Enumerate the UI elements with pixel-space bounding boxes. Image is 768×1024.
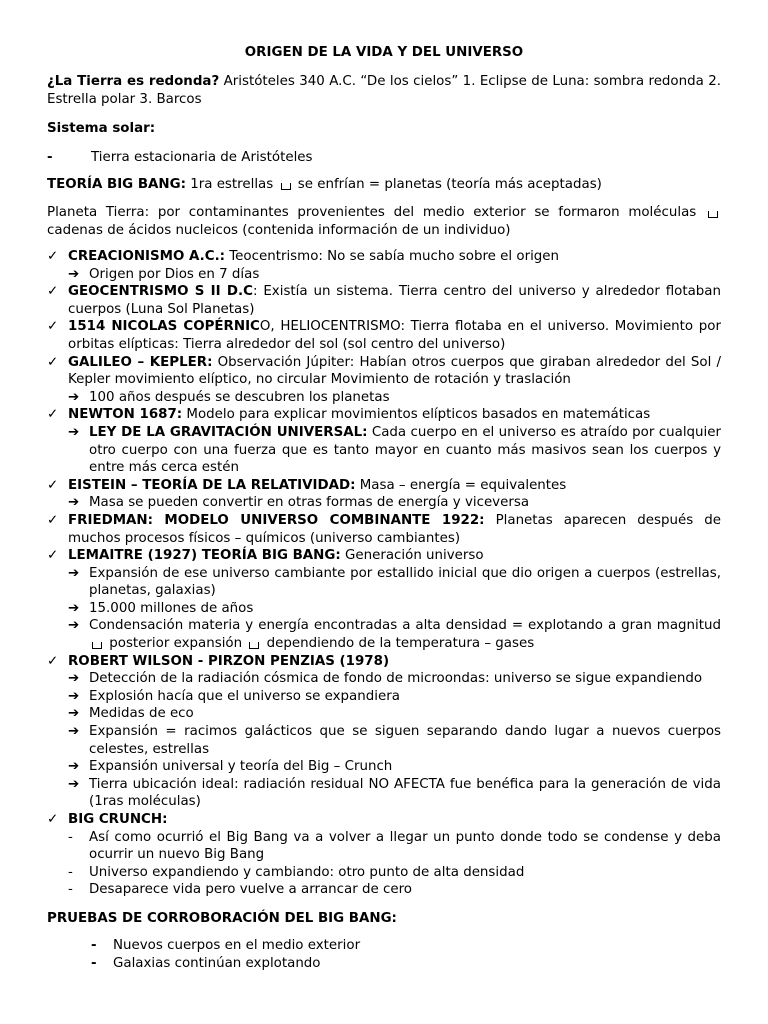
list-item: ✓ EISTEIN – TEORÍA DE LA RELATIVIDAD: Masa – energía = equivalentes <box>47 477 567 493</box>
list-item: - Galaxias continúan explotando <box>91 955 321 971</box>
sub-item: ➔ 15.000 millones de años <box>68 600 254 616</box>
intro-paragraph <box>47 73 721 108</box>
arrow-icon: ➔ <box>68 671 80 687</box>
arrow-icon: ➔ <box>68 688 80 704</box>
arrow-icon: ➔ <box>68 424 80 440</box>
arrow-icon: ➔ <box>68 495 80 511</box>
dash-bullet: - <box>47 150 53 165</box>
solar-heading: Sistema solar: <box>47 121 156 136</box>
sub-item: - Así como ocurrió el Big Bang va a volver a llegar un punto donde todo se condense y deba ocurrir un nuevo Big Bang <box>68 829 721 863</box>
check-icon: ✓ <box>47 284 59 300</box>
list-item: ✓ GEOCENTRISMO S II D.C: Existía un sistema. Tierra centro del universo y alrededor flotaban cuerpos (Luna Sol Planetas) <box>47 284 721 317</box>
intro-question: ¿La Tierra es redonda? <box>47 74 220 89</box>
check-icon: ✓ <box>47 548 59 564</box>
arrow-icon: ➔ <box>68 618 80 634</box>
proofs-heading: PRUEBAS DE CORROBORACIÓN DEL BIG BANG: <box>47 911 397 926</box>
arrow-glyph-icon <box>249 642 259 649</box>
sub-item: ➔ Medidas de eco <box>68 706 194 722</box>
sub-item: ➔ Expansión universal y teoría del Big – Crunch <box>68 759 393 775</box>
list-item: ✓ CREACIONISMO A.C.: Teocentrismo: No se sabía mucho sobre el origen <box>47 249 560 264</box>
sub-item: ➔ Masa se pueden convertir en otras formas de energía y viceversa <box>68 495 530 511</box>
sub-item: ➔ Expansión = racimos galácticos que se siguen separando dando lugar a nuevos cuerpos celestes, estrellas <box>68 724 721 757</box>
sub-item: ➔ Detección de la radiación cósmica de fondo de microondas: universo se sigue expandiendo <box>68 671 703 687</box>
check-icon: ✓ <box>47 319 59 335</box>
list-item: ✓ GALILEO – KEPLER: Observación Júpiter: Habían otros cuerpos que giraban alrededor del Sol / Kepler movimiento elíptico, no circular Movimiento de rotación y traslación <box>47 354 722 388</box>
sub-item: ➔ Condensación materia y energía encontradas a alta densidad = explotando a gran magnitud posterior expansión dependiendo de la temperatura – gases <box>68 618 721 652</box>
list-item: ✓ LEMAITRE (1927) TEORÍA BIG BANG: Generación universo <box>47 548 484 564</box>
arrow-icon: ➔ <box>68 565 80 581</box>
arrow-icon: ➔ <box>68 600 80 616</box>
sub-item: ➔ Tierra ubicación ideal: radiación residual NO AFECTA fue benéfica para la generación de vida (1ras moléculas) <box>68 776 721 810</box>
planet-paragraph: Planeta Tierra: por contaminantes provenientes del medio exterior se formaron moléculas cadenas de ácidos nucleicos (contenida información de un individuo) <box>47 204 721 239</box>
check-icon: ✓ <box>47 407 59 423</box>
sub-item: - Universo expandiendo y cambiando: otro punto de alta densidad <box>68 864 525 880</box>
dash-bullet: - <box>91 955 97 971</box>
sub-item: - Desaparece vida pero vuelve a arrancar de cero <box>68 882 413 898</box>
list-item: ✓ NEWTON 1687: Modelo para explicar movimientos elípticos basados en matemáticas <box>47 407 651 423</box>
arrow-icon: ➔ <box>68 706 80 722</box>
intro-text: Aristóteles 340 A.C. “De los cielos” 1. Eclipse de Luna: sombra redonda 2. Estrella polar 3. Barcos <box>47 74 721 107</box>
check-icon: ✓ <box>47 653 59 669</box>
sub-item: ➔ Origen por Dios en 7 días <box>68 266 260 282</box>
list-item: ✓ 1514 NICOLAS COPÉRNICO, HELIOCENTRISMO: Tierra flotaba en el universo. Movimiento por orbitas elípticas: Tierra alrededor del sol (sol centro del universo) <box>47 319 721 352</box>
arrow-icon: ➔ <box>68 776 80 792</box>
arrow-icon: ➔ <box>68 266 80 282</box>
check-icon: ✓ <box>47 249 59 264</box>
sub-item: ➔ Expansión de ese universo cambiante por estallido inicial que dio origen a cuerpos (estrellas, planetas, galaxias) <box>68 565 721 599</box>
list-item: - Tierra estacionaria de Aristóteles <box>47 150 313 165</box>
arrow-glyph-icon <box>708 211 718 218</box>
sub-item: ➔ 100 años después se descubren los planetas <box>68 389 390 405</box>
dash-bullet: - <box>68 829 73 845</box>
dash-bullet: - <box>68 882 73 898</box>
list-item: ✓ BIG CRUNCH: <box>47 812 168 827</box>
list-item: - Nuevos cuerpos en el medio exterior <box>91 938 361 953</box>
bigbang-paragraph: TEORÍA BIG BANG: 1ra estrellas se enfrían = planetas (teoría más aceptadas) <box>47 177 602 192</box>
sub-item: ➔ LEY DE LA GRAVITACIÓN UNIVERSAL: Cada cuerpo en el universo es atraído por cualquier otro cuerpo con una fuerza que es tanto mayor en cuanto más masivos sean los cuerpos y entre más cerca estén <box>68 424 721 476</box>
arrow-glyph-icon <box>92 642 102 649</box>
sub-item: ➔ Explosión hacía que el universo se expandiera <box>68 688 400 704</box>
list-item: ✓ FRIEDMAN: MODELO UNIVERSO COMBINANTE 1922: Planetas aparecen después de muchos procesos físicos – químicos (universo cambiantes) <box>47 512 721 546</box>
check-icon: ✓ <box>47 354 59 370</box>
arrow-icon: ➔ <box>68 724 80 740</box>
proofs-list <box>47 937 721 972</box>
dash-bullet: - <box>68 864 73 880</box>
arrow-icon: ➔ <box>68 389 80 405</box>
list-item: ✓ ROBERT WILSON - PIRZON PENZIAS (1978) <box>47 653 390 669</box>
page-title: ORIGEN DE LA VIDA Y DEL UNIVERSO <box>244 45 524 60</box>
check-icon: ✓ <box>47 812 59 827</box>
arrow-icon: ➔ <box>68 759 80 775</box>
arrow-glyph-icon <box>281 183 291 190</box>
check-icon: ✓ <box>47 512 59 528</box>
solar-list <box>47 149 721 167</box>
bigbang-label: TEORÍA BIG BANG: <box>47 177 186 192</box>
theories-list <box>47 248 721 899</box>
check-icon: ✓ <box>47 477 59 493</box>
dash-bullet: - <box>91 938 97 953</box>
